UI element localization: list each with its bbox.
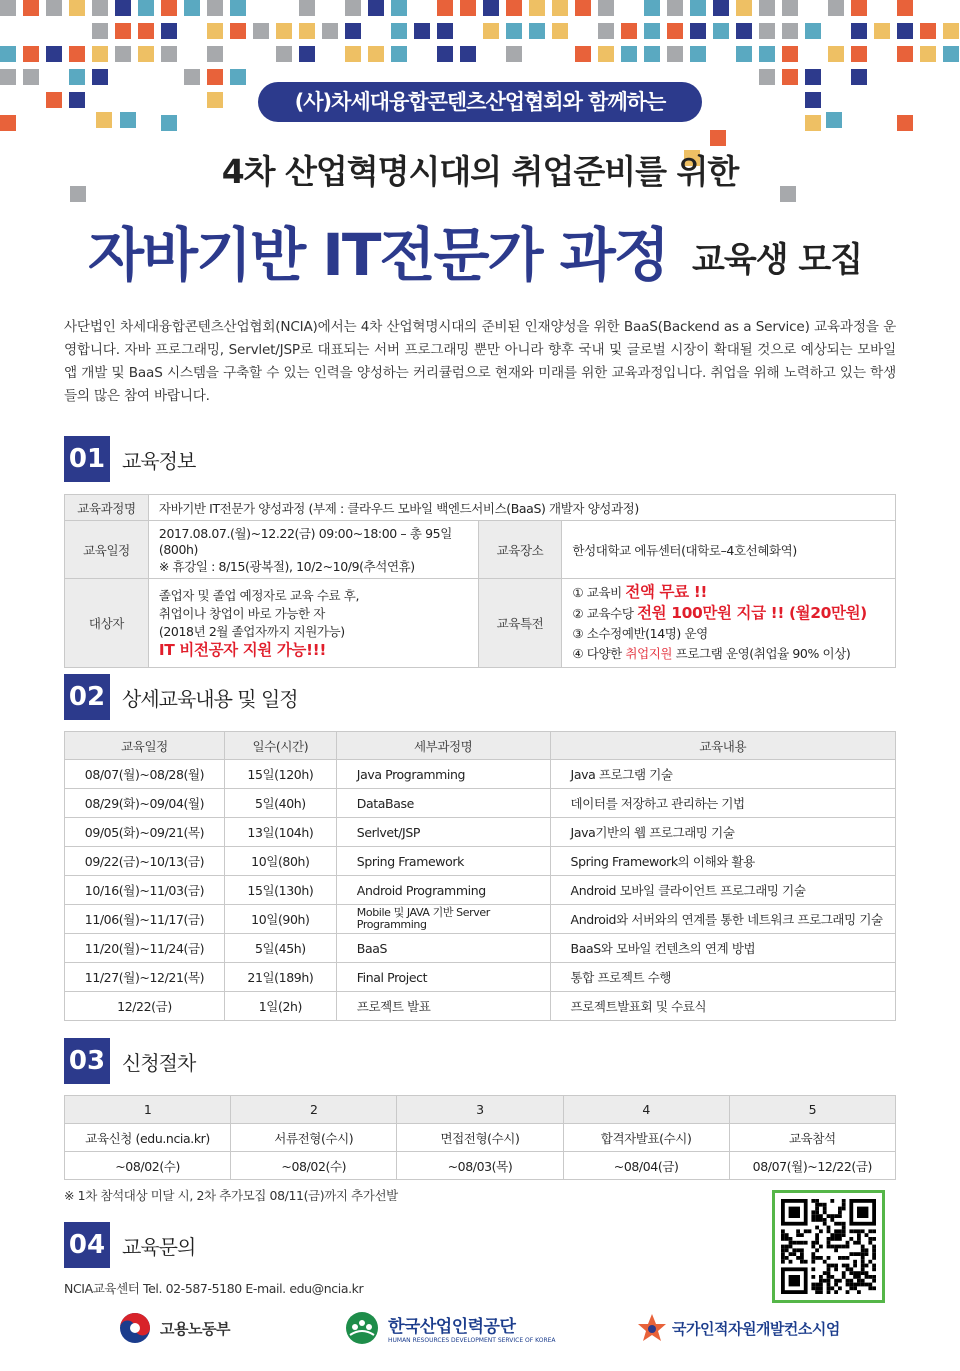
mosaic-tile xyxy=(483,23,499,39)
process-step-name: 서류전형(수시) xyxy=(231,1124,397,1152)
mosaic-tile xyxy=(483,0,499,16)
schedule-value xyxy=(148,521,478,579)
mosaic-tile xyxy=(575,46,591,62)
table-row xyxy=(65,818,896,847)
schedule-dates: 2017.08.07.(월)~12.22(금) 09:00~18:00 – 총 95일(800h) xyxy=(158,526,452,557)
mosaic-tile xyxy=(782,0,798,16)
mosaic-tile xyxy=(644,0,660,16)
mosaic-tile xyxy=(138,46,154,62)
schedule-cell: 08/07(월)~08/28(월) xyxy=(65,760,225,789)
mosaic-tile xyxy=(391,0,407,16)
mosaic-tile xyxy=(690,46,706,62)
mosaic-tile xyxy=(391,46,407,62)
schedule-cell: 10일(80h) xyxy=(224,847,336,876)
course-name-value: 자바기반 IT전문가 양성과정 (부제 : 클라우드 모바일 백엔드서비스(BaaS) 개발자 양성과정) xyxy=(148,495,895,521)
mosaic-tile xyxy=(0,46,16,62)
consortium-star-icon xyxy=(636,1312,668,1344)
schedule-table xyxy=(64,731,896,1021)
qr-code[interactable] xyxy=(772,1190,885,1303)
schedule-cell: 11/20(월)~11/24(금) xyxy=(65,934,225,963)
mosaic-tile xyxy=(46,0,62,16)
section-title: 상세교육내용 및 일정 xyxy=(122,686,298,711)
logo-consortium xyxy=(636,1308,840,1348)
target-value xyxy=(148,579,478,668)
mosaic-tile xyxy=(506,23,522,39)
schedule-cell: DataBase xyxy=(336,789,550,818)
schedule-cell: 09/05(화)~09/21(목) xyxy=(65,818,225,847)
schedule-cell: 통합 프로젝트 수행 xyxy=(550,963,895,992)
mosaic-tile xyxy=(92,0,108,16)
mosaic-tile xyxy=(621,46,637,62)
mosaic-tile xyxy=(23,0,39,16)
application-process-table xyxy=(64,1095,896,1180)
mosaic-tile xyxy=(138,23,154,39)
mosaic-tile xyxy=(598,23,614,39)
mosaic-tile xyxy=(710,130,726,146)
process-step-date: ~08/02(수) xyxy=(65,1152,231,1180)
mosaic-tile xyxy=(161,115,177,131)
table-row xyxy=(65,992,896,1021)
mosaic-tile xyxy=(345,46,361,62)
process-step-name: 교육참석 xyxy=(729,1124,895,1152)
mosaic-tile xyxy=(920,46,936,62)
target-line: 졸업자 및 졸업 예정자로 교육 수료 후, xyxy=(158,588,360,603)
page-title: 자바기반 IT전문가 과정 xyxy=(88,221,668,289)
mosaic-tile xyxy=(667,46,683,62)
mosaic-tile xyxy=(667,0,683,16)
mosaic-tile xyxy=(299,46,315,62)
mosaic-tile xyxy=(138,0,154,16)
logo-ministry-of-labor xyxy=(118,1308,230,1348)
mosaic-tile xyxy=(782,69,798,85)
section-number: 02 xyxy=(64,674,110,720)
logo-text: 한국산업인력공단 xyxy=(388,1317,516,1337)
schedule-cell: 21일(189h) xyxy=(224,963,336,992)
schedule-column-header: 일수(시간) xyxy=(224,732,336,760)
mosaic-tile xyxy=(805,92,821,108)
mosaic-tile xyxy=(805,115,821,131)
schedule-cell: 15일(120h) xyxy=(224,760,336,789)
schedule-cell: 10일(90h) xyxy=(224,905,336,934)
schedule-cell: 프로젝트 발표 xyxy=(336,992,550,1021)
mosaic-tile xyxy=(230,69,246,85)
schedule-cell: Java Programming xyxy=(336,760,550,789)
mosaic-tile xyxy=(437,23,453,39)
mosaic-tile xyxy=(828,46,844,62)
mosaic-tile xyxy=(874,23,890,39)
mosaic-tile xyxy=(0,115,16,131)
schedule-cell: 5일(40h) xyxy=(224,789,336,818)
taegeuk-emblem-icon xyxy=(118,1311,152,1345)
mosaic-tile xyxy=(207,92,223,108)
benefit-text: ② 교육수당 xyxy=(572,606,638,621)
schedule-column-header: 교육내용 xyxy=(550,732,895,760)
process-step-number: 5 xyxy=(729,1096,895,1124)
schedule-cell: 09/22(금)~10/13(금) xyxy=(65,847,225,876)
mosaic-tile xyxy=(851,0,867,16)
table-row xyxy=(65,905,896,934)
benefit-text: ④ 다양한 xyxy=(572,646,626,661)
schedule-cell: 12/22(금) xyxy=(65,992,225,1021)
schedule-cell: Java 프로그램 기술 xyxy=(550,760,895,789)
mosaic-tile xyxy=(115,46,131,62)
target-line: (2018년 2월 졸업자까지 지원가능) xyxy=(158,624,345,639)
mosaic-tile xyxy=(23,46,39,62)
mosaic-tile xyxy=(207,23,223,39)
mosaic-tile xyxy=(207,0,223,16)
mosaic-tile xyxy=(851,23,867,39)
mosaic-tile xyxy=(897,0,913,16)
mosaic-tile xyxy=(299,23,315,39)
mosaic-tile xyxy=(621,23,637,39)
organizer-banner: (사)차세대융합콘텐츠산업협회와 함께하는 xyxy=(258,82,702,122)
logo-text: 국가인적자원개발컨소시엄 xyxy=(672,1319,840,1338)
table-row xyxy=(65,789,896,818)
mosaic-tile xyxy=(759,23,775,39)
mosaic-tile xyxy=(920,23,936,39)
mosaic-tile xyxy=(46,92,62,108)
schedule-cell: 11/06(월)~11/17(금) xyxy=(65,905,225,934)
table-row xyxy=(65,963,896,992)
benefit-label: 교육특전 xyxy=(478,579,562,668)
table-row xyxy=(65,876,896,905)
mosaic-tile xyxy=(92,69,108,85)
mosaic-tile xyxy=(391,23,407,39)
target-line: 취업이나 창업이 바로 가능한 자 xyxy=(158,606,325,621)
mosaic-tile xyxy=(805,23,821,39)
mosaic-tile xyxy=(437,0,453,16)
mosaic-tile xyxy=(322,23,338,39)
benefit-highlight: 전원 100만원 지급 !! (월20만원) xyxy=(637,604,867,622)
section-number: 01 xyxy=(64,436,110,482)
target-label: 대상자 xyxy=(65,579,149,668)
schedule-cell: Java기반의 웹 프로그래밍 기술 xyxy=(550,818,895,847)
mosaic-tile xyxy=(644,46,660,62)
mosaic-tile xyxy=(414,23,430,39)
mosaic-tile xyxy=(552,23,568,39)
mosaic-tile xyxy=(161,23,177,39)
schedule-cell: BaaS xyxy=(336,934,550,963)
section-header-contact xyxy=(64,1222,195,1268)
mosaic-tile xyxy=(759,0,775,16)
mosaic-tile xyxy=(897,115,913,131)
mosaic-tile xyxy=(161,46,177,62)
mosaic-tile xyxy=(345,0,361,16)
process-step-number: 2 xyxy=(231,1096,397,1124)
mosaic-tile xyxy=(46,46,62,62)
schedule-cell: 11/27(월)~12/21(목) xyxy=(65,963,225,992)
mosaic-tile xyxy=(345,23,361,39)
course-info-table xyxy=(64,494,896,668)
mosaic-tile xyxy=(161,0,177,16)
mosaic-tile xyxy=(690,0,706,16)
schedule-cell: 1일(2h) xyxy=(224,992,336,1021)
schedule-cell: Android Programming xyxy=(336,876,550,905)
section-number: 03 xyxy=(64,1038,110,1084)
schedule-cell: 15일(130h) xyxy=(224,876,336,905)
schedule-cell: Android 모바일 클라이언트 프로그래밍 기술 xyxy=(550,876,895,905)
mosaic-tile xyxy=(0,0,16,16)
mosaic-tile xyxy=(460,46,476,62)
mosaic-tile xyxy=(276,46,292,62)
process-step-name: 교육신청 (edu.ncia.kr) xyxy=(65,1124,231,1152)
mosaic-tile xyxy=(529,0,545,16)
logo-hrdkorea xyxy=(342,1308,556,1348)
schedule-cell: BaaS와 모바일 컨텐츠의 연계 방법 xyxy=(550,934,895,963)
logo-subtext: HUMAN RESOURCES DEVELOPMENT SERVICE OF KOREA xyxy=(388,1337,556,1344)
benefit-text: 프로그램 운영(취업율 90% 이상) xyxy=(672,646,851,661)
schedule-cell: 프로젝트발표회 및 수료식 xyxy=(550,992,895,1021)
mosaic-tile xyxy=(368,46,384,62)
benefit-item xyxy=(572,603,885,624)
place-label: 교육장소 xyxy=(478,521,562,579)
schedule-cell: 08/29(화)~09/04(월) xyxy=(65,789,225,818)
benefit-item xyxy=(572,644,885,664)
mosaic-tile xyxy=(437,46,453,62)
table-row xyxy=(65,760,896,789)
mosaic-tile xyxy=(253,23,269,39)
schedule-cell: Spring Framework의 이해와 활용 xyxy=(550,847,895,876)
process-step-date: ~08/03(목) xyxy=(397,1152,563,1180)
mosaic-tile xyxy=(897,46,913,62)
schedule-cell: Spring Framework xyxy=(336,847,550,876)
mosaic-tile xyxy=(736,46,752,62)
mosaic-tile xyxy=(230,23,246,39)
schedule-holidays: ※ 휴강일 : 8/15(광복절), 10/2~10/9(추석연휴) xyxy=(158,559,415,574)
qr-code-image xyxy=(781,1199,876,1294)
benefit-item xyxy=(572,582,885,603)
schedule-cell: Serlvet/JSP xyxy=(336,818,550,847)
logo-text: 고용노동부 xyxy=(160,1319,230,1338)
mosaic-tile xyxy=(713,23,729,39)
mosaic-tile xyxy=(897,23,913,39)
mosaic-tile xyxy=(69,0,85,16)
process-step-name: 합격자발표(수시) xyxy=(563,1124,729,1152)
schedule-cell: Mobile 및 JAVA 기반 Server Programming xyxy=(336,905,550,934)
additional-recruit-note: ※ 1차 참석대상 미달 시, 2차 추가모집 08/11(금)까지 추가선발 xyxy=(64,1188,398,1203)
mosaic-tile xyxy=(736,0,752,16)
mosaic-tile xyxy=(120,112,136,128)
benefit-item: ③ 소수정예반(14명) 운영 xyxy=(572,626,708,641)
mosaic-tile xyxy=(826,112,842,128)
mosaic-tile xyxy=(943,23,959,39)
benefit-highlight: 취업지원 xyxy=(625,646,673,661)
mosaic-tile xyxy=(69,92,85,108)
mosaic-tile xyxy=(782,23,798,39)
table-row xyxy=(65,934,896,963)
mosaic-tile xyxy=(23,69,39,85)
mosaic-tile xyxy=(506,0,522,16)
mosaic-tile xyxy=(805,69,821,85)
mosaic-tile xyxy=(92,23,108,39)
mosaic-tile xyxy=(506,46,522,62)
mosaic-tile xyxy=(184,0,200,16)
mosaic-tile xyxy=(184,69,200,85)
schedule-cell: 10/16(월)~11/03(금) xyxy=(65,876,225,905)
section-title: 교육정보 xyxy=(122,448,196,473)
mosaic-tile xyxy=(736,23,752,39)
mosaic-tile xyxy=(598,0,614,16)
mosaic-tile xyxy=(276,23,292,39)
schedule-label: 교육일정 xyxy=(65,521,149,579)
mosaic-tile xyxy=(851,46,867,62)
schedule-cell: 데이터를 저장하고 관리하는 기법 xyxy=(550,789,895,818)
mosaic-tile xyxy=(828,0,844,16)
schedule-cell: Final Project xyxy=(336,963,550,992)
mosaic-tile xyxy=(759,69,775,85)
mosaic-tile xyxy=(230,0,246,16)
process-step-number: 4 xyxy=(563,1096,729,1124)
mosaic-tile xyxy=(207,69,223,85)
hrdkorea-emblem-icon xyxy=(342,1311,382,1345)
mosaic-tile xyxy=(552,0,568,16)
mosaic-tile xyxy=(92,46,108,62)
mosaic-tile xyxy=(782,46,798,62)
process-step-number: 1 xyxy=(65,1096,231,1124)
mosaic-tile xyxy=(96,112,112,128)
schedule-column-header: 세부과정명 xyxy=(336,732,550,760)
schedule-column-header: 교육일정 xyxy=(65,732,225,760)
intro-paragraph: 사단법인 차세대융합콘텐츠산업협회(NCIA)에서는 4차 산업혁명시대의 준비된 인재양성을 위한 BaaS(Backend as a Service) 교육과정을 운영합니다. 자바 프로그래밍, Servlet/JSP로 대표되는 서버 프로그래밍 뿐만 아니라 향후 국내 및 글로벌 시장이 확대될 것으로 예상되는 모바일앱 개발 및 BaaS 시스템을 구축할 수 있는 인력을 양성하는 커리큘럼으로 현재와 미래를 위한 교육과정입니다. 취업을 위해 노력하고 있는 학생들의 많은 참여 바랍니다. xyxy=(64,319,896,404)
mosaic-tile xyxy=(690,23,706,39)
mosaic-tile xyxy=(69,46,85,62)
mosaic-tile xyxy=(207,46,223,62)
course-name-label: 교육과정명 xyxy=(65,495,149,521)
page-subtitle: 4차 산업혁명시대의 취업준비를 위한 xyxy=(221,152,739,191)
section-title: 신청절차 xyxy=(122,1050,196,1075)
mosaic-tile xyxy=(851,69,867,85)
page-title-suffix: 교육생 모집 xyxy=(692,240,863,280)
process-step-number: 3 xyxy=(397,1096,563,1124)
table-row xyxy=(65,847,896,876)
mosaic-tile xyxy=(575,0,591,16)
mosaic-tile xyxy=(598,46,614,62)
mosaic-tile xyxy=(0,69,16,85)
mosaic-tile xyxy=(115,23,131,39)
process-step-date: ~08/02(수) xyxy=(231,1152,397,1180)
section-number: 04 xyxy=(64,1222,110,1268)
contact-info: NCIA교육센터 Tel. 02-587-5180 E-mail. edu@ncia.kr xyxy=(64,1281,364,1296)
benefit-text: ① 교육비 xyxy=(572,585,626,600)
mosaic-tile xyxy=(943,46,959,62)
process-step-date: 08/07(월)~12/22(금) xyxy=(729,1152,895,1180)
mosaic-tile xyxy=(529,23,545,39)
mosaic-tile xyxy=(368,0,384,16)
mosaic-tile xyxy=(759,46,775,62)
place-value: 한성대학교 에듀센터(대학로–4호선혜화역) xyxy=(562,521,896,579)
non-major-welcome: IT 비전공자 지원 가능!!! xyxy=(158,641,327,659)
mosaic-tile xyxy=(460,0,476,16)
section-header-info xyxy=(64,436,195,482)
benefit-value xyxy=(562,579,896,668)
section-header-process xyxy=(64,1038,195,1084)
mosaic-tile xyxy=(644,23,660,39)
process-step-name: 면접전형(수시) xyxy=(397,1124,563,1152)
section-title: 교육문의 xyxy=(122,1234,196,1259)
schedule-cell: Android와 서버와의 연계를 통한 네트워크 프로그래밍 기술 xyxy=(550,905,895,934)
mosaic-tile xyxy=(115,0,131,16)
mosaic-tile xyxy=(299,0,315,16)
schedule-cell: 13일(104h) xyxy=(224,818,336,847)
benefit-highlight: 전액 무료 !! xyxy=(625,583,708,601)
section-header-schedule xyxy=(64,674,298,720)
mosaic-tile xyxy=(69,69,85,85)
mosaic-tile xyxy=(713,0,729,16)
mosaic-tile xyxy=(667,23,683,39)
schedule-cell: 5일(45h) xyxy=(224,934,336,963)
process-step-date: ~08/04(금) xyxy=(563,1152,729,1180)
